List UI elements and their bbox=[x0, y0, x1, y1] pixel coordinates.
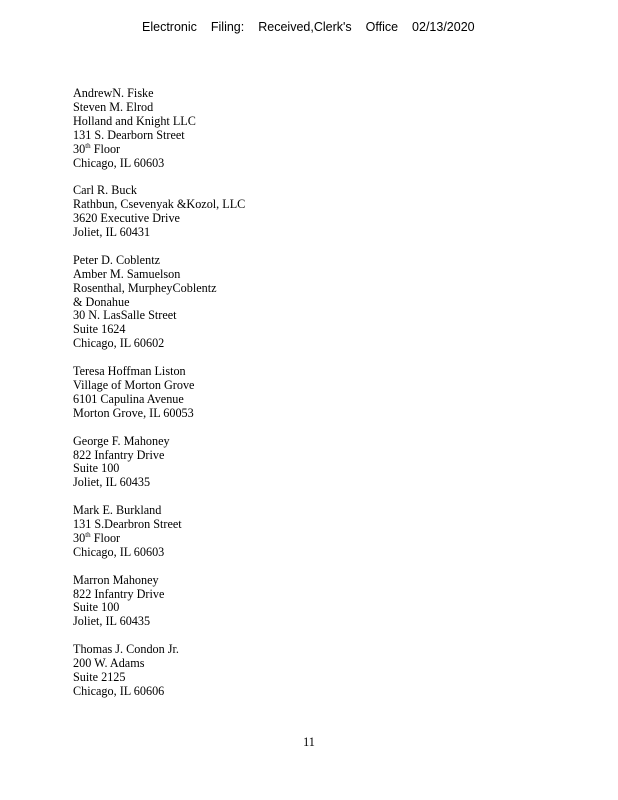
address-line: Suite 100 bbox=[73, 461, 120, 476]
filing-label-filing: Filing: bbox=[210, 20, 245, 34]
address-line: Chicago, IL 60603 bbox=[73, 544, 165, 559]
address-block bbox=[73, 365, 245, 421]
address-line: Marron Mahoney bbox=[73, 572, 159, 587]
address-block bbox=[73, 184, 245, 240]
address-block bbox=[73, 435, 245, 491]
ordinal-suffix: th bbox=[85, 530, 91, 539]
address-line-text: 30 bbox=[73, 141, 86, 156]
filing-stamp-header bbox=[142, 20, 489, 34]
filing-date: 02/13/2020 bbox=[412, 20, 475, 34]
address-line: Carl R. Buck bbox=[73, 183, 137, 198]
address-block bbox=[73, 254, 245, 351]
address-line: Chicago, IL 60606 bbox=[73, 683, 165, 698]
address-line-text: 30 bbox=[73, 530, 86, 545]
address-line: 131 S. Dearborn Street bbox=[73, 127, 185, 142]
address-block bbox=[73, 87, 245, 170]
filing-label-electronic: Electronic bbox=[142, 20, 197, 34]
address-line: 131 S.Dearbron Street bbox=[73, 517, 182, 532]
address-line: Rathbun, Csevenyak &Kozol, LLC bbox=[73, 197, 246, 212]
ordinal-suffix: th bbox=[85, 141, 91, 150]
address-line: Village of Morton Grove bbox=[73, 377, 195, 392]
address-line: Suite 2125 bbox=[73, 669, 126, 684]
address-line: Amber M. Samuelson bbox=[73, 266, 181, 281]
address-line: 3620 Executive Drive bbox=[73, 211, 180, 226]
filing-label-received: Received,Clerk's bbox=[258, 20, 352, 34]
service-address-list bbox=[73, 87, 245, 713]
page-number: 11 bbox=[303, 735, 315, 749]
address-line: Teresa Hoffman Liston bbox=[73, 364, 186, 379]
address-line: & Donahue bbox=[73, 294, 130, 309]
address-line: Holland and Knight LLC bbox=[73, 113, 196, 128]
address-line: 6101 Capulina Avenue bbox=[73, 391, 184, 406]
address-block bbox=[73, 504, 245, 560]
address-line: Steven M. Elrod bbox=[73, 99, 154, 114]
address-line-text: Floor bbox=[90, 141, 121, 156]
address-line: Chicago, IL 60603 bbox=[73, 155, 165, 170]
address-line bbox=[73, 143, 245, 157]
address-block bbox=[73, 574, 245, 630]
address-line: 822 Infantry Drive bbox=[73, 447, 165, 462]
address-block bbox=[73, 643, 245, 699]
address-line: Suite 100 bbox=[73, 600, 120, 615]
address-line: Chicago, IL 60602 bbox=[73, 336, 165, 351]
address-line bbox=[73, 532, 245, 546]
address-line: AndrewN. Fiske bbox=[73, 86, 154, 100]
address-line: Joliet, IL 60431 bbox=[73, 225, 151, 240]
address-line: Mark E. Burkland bbox=[73, 503, 162, 518]
address-line: Rosenthal, MurpheyCoblentz bbox=[73, 280, 217, 295]
address-line-text: Floor bbox=[90, 530, 121, 545]
address-line: Peter D. Coblentz bbox=[73, 252, 160, 267]
address-line: Joliet, IL 60435 bbox=[73, 475, 151, 490]
address-line: 30 N. LasSalle Street bbox=[73, 308, 177, 323]
address-line: Suite 1624 bbox=[73, 322, 126, 337]
filing-label-office: Office bbox=[365, 20, 399, 34]
address-line: 200 W. Adams bbox=[73, 656, 145, 671]
address-line: Thomas J. Condon Jr. bbox=[73, 642, 179, 657]
address-line: Joliet, IL 60435 bbox=[73, 614, 151, 629]
address-line: George F. Mahoney bbox=[73, 433, 170, 448]
address-line: Morton Grove, IL 60053 bbox=[73, 405, 194, 420]
address-line: 822 Infantry Drive bbox=[73, 586, 165, 601]
